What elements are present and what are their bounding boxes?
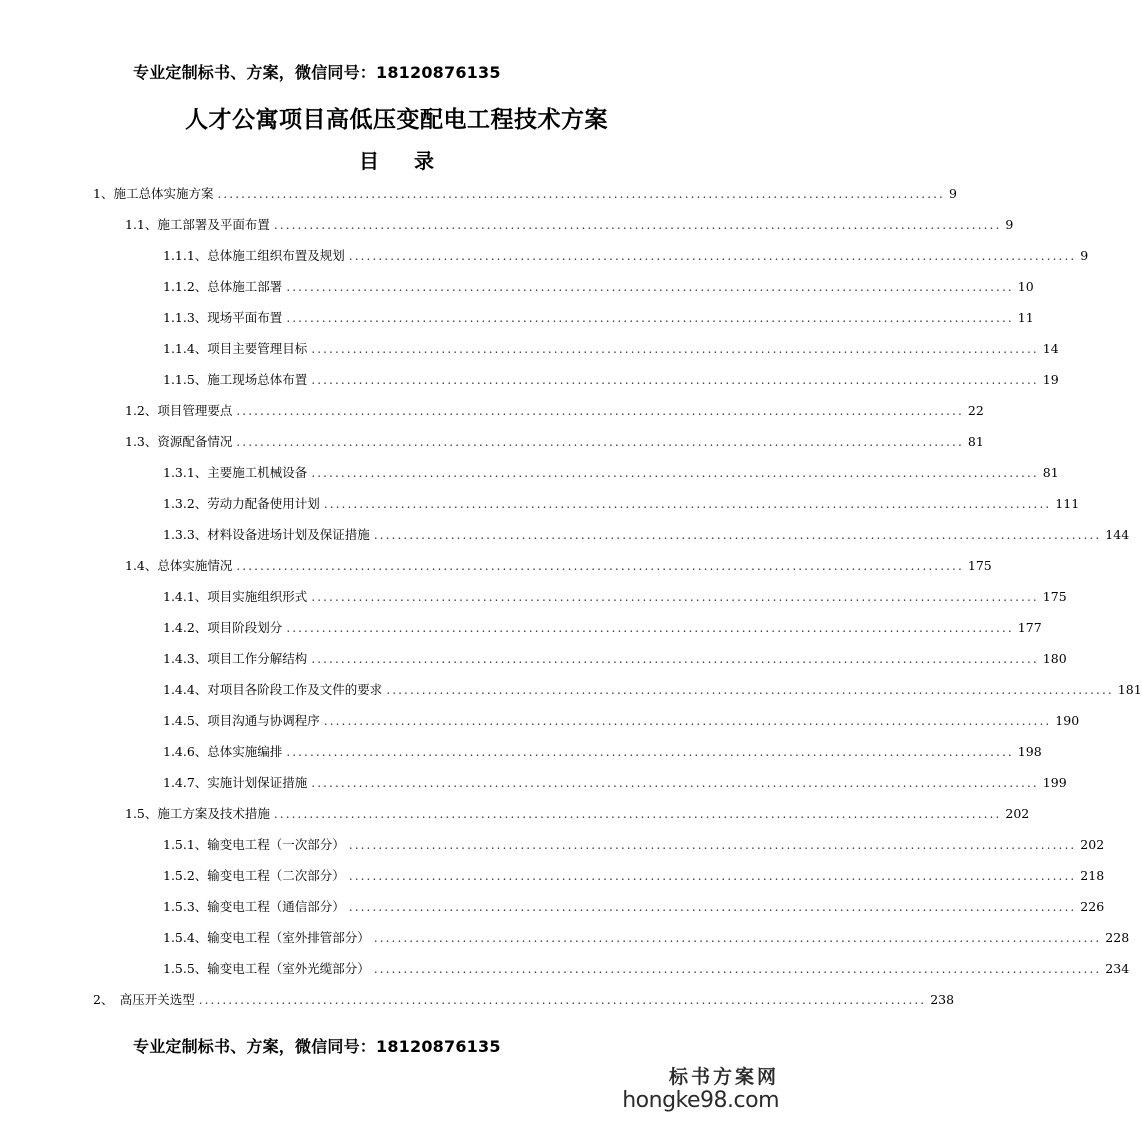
toc-page-number: 14 <box>1042 341 1059 356</box>
toc-leader-dots: ........................................................................................................................... <box>348 249 1077 263</box>
toc-entry-label: 1.5.4、输变电工程（室外排管部分） <box>163 930 370 945</box>
toc-entry[interactable] <box>163 587 1067 613</box>
toc-entry-label: 1.4.4、对项目各阶段工作及文件的要求 <box>163 682 383 697</box>
toc-entry[interactable] <box>163 370 1059 396</box>
toc-page-number: 226 <box>1080 899 1105 914</box>
toc-page-number: 180 <box>1042 651 1067 666</box>
toc-page-number: 218 <box>1080 868 1105 883</box>
site-watermark <box>622 1066 779 1114</box>
toc-entry-label: 1.4.5、项目沟通与协调程序 <box>163 713 320 728</box>
toc-heading: 目 录 <box>359 149 448 173</box>
toc-entry[interactable] <box>163 339 1059 365</box>
toc-entry[interactable] <box>163 928 1130 954</box>
document-title: 人才公寓项目高低压变配电工程技术方案 <box>185 107 608 133</box>
toc-entry[interactable] <box>125 432 984 458</box>
toc-entry-label: 1.4.7、实施计划保证措施 <box>163 775 308 790</box>
toc-leader-dots: ........................................................................................................................... <box>373 962 1102 976</box>
toc-page-number: 81 <box>1042 465 1059 480</box>
toc-page-number: 22 <box>967 403 984 418</box>
toc-page-number: 228 <box>1105 930 1130 945</box>
watermark-url: hongke98.com <box>622 1088 779 1113</box>
toc-entry-label: 1.1.3、现场平面布置 <box>163 310 283 325</box>
toc-page-number: 181 <box>1117 682 1142 697</box>
toc-entry-label: 1.4.2、项目阶段划分 <box>163 620 283 635</box>
toc-page-number: 199 <box>1042 775 1067 790</box>
toc-entry[interactable] <box>163 277 1034 303</box>
toc-leader-dots: ........................................................................................................................... <box>286 621 1014 635</box>
toc-leader-dots: ........................................................................................................................... <box>348 900 1077 914</box>
toc-page-number: 177 <box>1017 620 1042 635</box>
toc-page-number: 202 <box>1005 806 1030 821</box>
toc-entry[interactable] <box>163 742 1042 768</box>
toc-entry[interactable] <box>163 649 1067 675</box>
toc-page-number: 175 <box>1042 589 1067 604</box>
toc-page-number: 81 <box>967 434 984 449</box>
toc-leader-dots: ........................................................................................................................... <box>236 435 964 449</box>
toc-entry-label: 1.3.1、主要施工机械设备 <box>163 465 308 480</box>
toc-entry[interactable] <box>125 401 984 427</box>
toc-entry-label: 1.2、项目管理要点 <box>125 403 233 418</box>
toc-entry[interactable] <box>163 959 1130 985</box>
toc-entry-label: 1.5.3、输变电工程（通信部分） <box>163 899 345 914</box>
toc-page-number: 111 <box>1055 496 1080 511</box>
toc-entry[interactable] <box>93 184 957 210</box>
footer-contact-banner: 专业定制标书、方案，微信同号：18120876135 <box>133 1037 501 1056</box>
toc-entry-label: 1.5.5、输变电工程（室外光缆部分） <box>163 961 370 976</box>
toc-entry[interactable] <box>163 246 1089 272</box>
toc-leader-dots: ........................................................................................................................... <box>273 218 1002 232</box>
toc-leader-dots: ........................................................................................................................... <box>323 497 1052 511</box>
toc-page-number: 175 <box>967 558 992 573</box>
header-contact-banner: 专业定制标书、方案，微信同号：18120876135 <box>133 63 501 82</box>
toc-entry[interactable] <box>163 525 1130 551</box>
watermark-site-name: 标书方案网 <box>668 1066 779 1088</box>
toc-entry-label: 1.4.6、总体实施编排 <box>163 744 283 759</box>
toc-leader-dots: ........................................................................................................................... <box>311 373 1039 387</box>
toc-page-number: 10 <box>1017 279 1034 294</box>
toc-entry-label: 1.1.2、总体施工部署 <box>163 279 283 294</box>
toc-page-number: 234 <box>1105 961 1130 976</box>
toc-entry-label: 1.3、资源配备情况 <box>125 434 233 449</box>
toc-entry[interactable] <box>163 618 1042 644</box>
toc-page-number: 144 <box>1105 527 1130 542</box>
toc-leader-dots: ........................................................................................................................... <box>348 838 1077 852</box>
toc-entry[interactable] <box>163 494 1080 520</box>
toc-leader-dots: ........................................................................................................................... <box>386 683 1114 697</box>
toc-entry-label: 1.5.1、输变电工程（一次部分） <box>163 837 345 852</box>
toc-page-number: 11 <box>1017 310 1034 325</box>
toc-entry[interactable] <box>125 215 1014 241</box>
toc-entry-label: 1.1.1、总体施工组织布置及规划 <box>163 248 345 263</box>
toc-entry-label: 1.4.3、项目工作分解结构 <box>163 651 308 666</box>
toc-entry[interactable] <box>163 463 1059 489</box>
toc-page-number: 202 <box>1080 837 1105 852</box>
toc-entry-label: 1.5.2、输变电工程（二次部分） <box>163 868 345 883</box>
toc-leader-dots: ........................................................................................................................... <box>273 807 1002 821</box>
toc-leader-dots: ........................................................................................................................... <box>311 342 1039 356</box>
toc-entry-label: 1、施工总体实施方案 <box>93 186 214 201</box>
toc-entry[interactable] <box>163 835 1105 861</box>
toc-entry-label: 1.1、施工部署及平面布置 <box>125 217 270 232</box>
toc-entry-label: 1.1.4、项目主要管理目标 <box>163 341 308 356</box>
toc-entry-label: 1.4、总体实施情况 <box>125 558 233 573</box>
toc-page-number: 198 <box>1017 744 1042 759</box>
toc-entry[interactable] <box>125 556 992 582</box>
toc-entry-label: 1.4.1、项目实施组织形式 <box>163 589 308 604</box>
toc-leader-dots: ........................................................................................................................... <box>286 280 1014 294</box>
toc-entry-label: 1.5、施工方案及技术措施 <box>125 806 270 821</box>
toc-entry-label: 1.3.3、材料设备进场计划及保证措施 <box>163 527 370 542</box>
toc-leader-dots: ........................................................................................................................... <box>373 931 1102 945</box>
toc-entry-label: 1.1.5、施工现场总体布置 <box>163 372 308 387</box>
toc-page-number: 19 <box>1042 372 1059 387</box>
toc-page-number: 9 <box>948 186 957 201</box>
toc-page-number: 238 <box>930 992 955 1007</box>
toc-leader-dots: ........................................................................................................................... <box>323 714 1052 728</box>
toc-entry[interactable] <box>163 773 1067 799</box>
toc-entry-label: 2、 高压开关选型 <box>93 992 195 1007</box>
toc-leader-dots: ........................................................................................................................... <box>311 652 1039 666</box>
toc-entry[interactable] <box>163 680 1142 706</box>
toc-leader-dots: ........................................................................................................................... <box>373 528 1102 542</box>
toc-entry-label: 1.3.2、劳动力配备使用计划 <box>163 496 320 511</box>
toc-leader-dots: ........................................................................................................................... <box>286 311 1014 325</box>
toc-entry[interactable] <box>125 804 1030 830</box>
toc-leader-dots: ........................................................................................................................... <box>311 590 1039 604</box>
toc-entry[interactable] <box>163 308 1034 334</box>
toc-leader-dots: ........................................................................................................................... <box>236 559 964 573</box>
toc-entry[interactable] <box>93 990 955 1016</box>
toc-leader-dots: ........................................................................................................................... <box>311 466 1039 480</box>
toc-leader-dots: ........................................................................................................................... <box>348 869 1077 883</box>
toc-entry[interactable] <box>163 897 1105 923</box>
toc-leader-dots: ........................................................................................................................... <box>311 776 1039 790</box>
toc-page-number: 190 <box>1055 713 1080 728</box>
toc-entry[interactable] <box>163 866 1105 892</box>
toc-leader-dots: ........................................................................................................................... <box>217 187 945 201</box>
toc-page-number: 9 <box>1005 217 1014 232</box>
toc-leader-dots: ........................................................................................................................... <box>286 745 1014 759</box>
toc-leader-dots: ........................................................................................................................... <box>236 404 964 418</box>
toc-page-number: 9 <box>1080 248 1089 263</box>
toc-leader-dots: ........................................................................................................................... <box>198 993 927 1007</box>
toc-entry[interactable] <box>163 711 1080 737</box>
